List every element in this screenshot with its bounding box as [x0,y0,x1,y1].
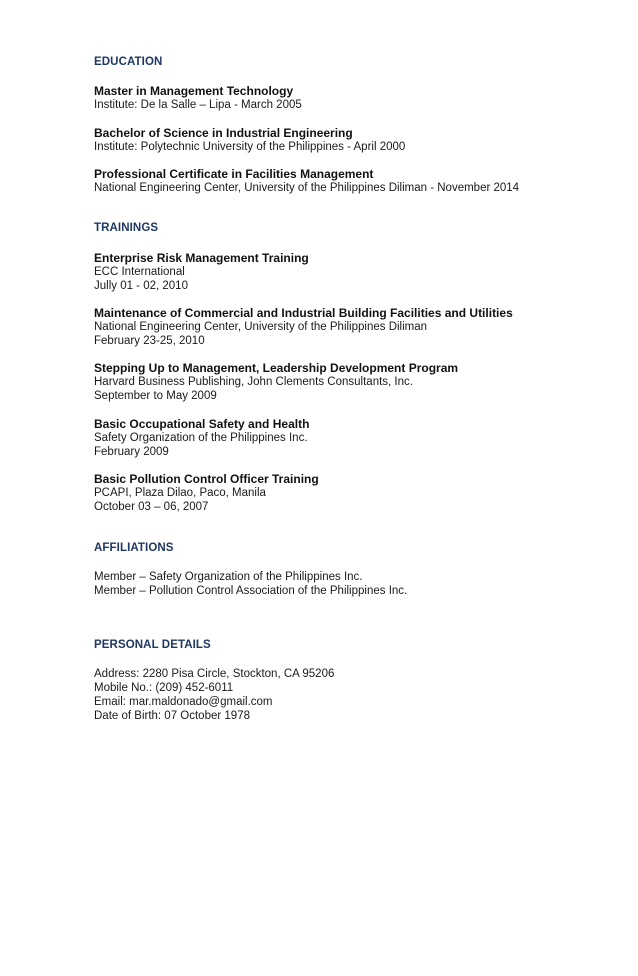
training-entry-title: Stepping Up to Management, Leadership Development Program [94,361,459,375]
affiliations-heading: AFFILIATIONS [94,542,174,554]
personal-details-heading: PERSONAL DETAILS [94,639,211,651]
training-entry-provider: ECC International [94,266,185,278]
training-entry-provider: National Engineering Center, University of the Philippines Diliman [94,321,428,333]
affiliations-list [94,570,624,598]
training-entry-date: February 23-25, 2010 [94,335,205,347]
training-entry-provider: Harvard Business Publishing, John Clements Consultants, Inc. [94,376,413,388]
training-entry-title: Basic Pollution Control Officer Training [94,472,319,486]
education-entry-detail: Institute: De la Salle – Lipa - March 2005 [94,99,302,111]
training-entry-provider: Safety Organization of the Philippines Inc. [94,432,308,444]
education-entry [94,126,624,154]
training-entry [94,361,624,403]
training-entry-date: October 03 – 06, 2007 [94,501,209,513]
affiliation-item: Member – Pollution Control Association of the Philippines Inc. [94,585,408,597]
education-entry [94,167,624,195]
training-entry [94,306,624,348]
training-entry-date: February 2009 [94,446,169,458]
training-entry [94,251,624,293]
trainings-heading: TRAININGS [94,222,159,234]
training-entry-title: Basic Occupational Safety and Health [94,417,310,431]
training-entry-provider: PCAPI, Plaza Dilao, Paco, Manila [94,487,266,499]
training-entry [94,472,624,514]
mobile-line: Mobile No.: (209) 452-6011 [94,682,234,694]
education-entry-title: Master in Management Technology [94,84,294,98]
education-entry [94,84,624,112]
training-entry-title: Enterprise Risk Management Training [94,251,309,265]
affiliation-item: Member – Safety Organization of the Philippines Inc. [94,571,363,583]
education-entry-detail: National Engineering Center, University of the Philippines Diliman - November 2014 [94,182,520,194]
training-entry-date: September to May 2009 [94,390,217,402]
education-entry-detail: Institute: Polytechnic University of the Philippines - April 2000 [94,141,406,153]
personal-details-list [94,667,624,723]
address-line: Address: 2280 Pisa Circle, Stockton, CA 95206 [94,668,335,680]
training-entry-date: Jully 01 - 02, 2010 [94,280,188,292]
email-line: Email: mar.maldonado@gmail.com [94,696,273,708]
education-entry-title: Bachelor of Science in Industrial Engineering [94,126,353,140]
training-entry-title: Maintenance of Commercial and Industrial Building Facilities and Utilities [94,306,513,320]
education-entry-title: Professional Certificate in Facilities Management [94,167,374,181]
training-entry [94,417,624,459]
date-of-birth-line: Date of Birth: 07 October 1978 [94,710,250,722]
education-heading: EDUCATION [94,56,163,68]
